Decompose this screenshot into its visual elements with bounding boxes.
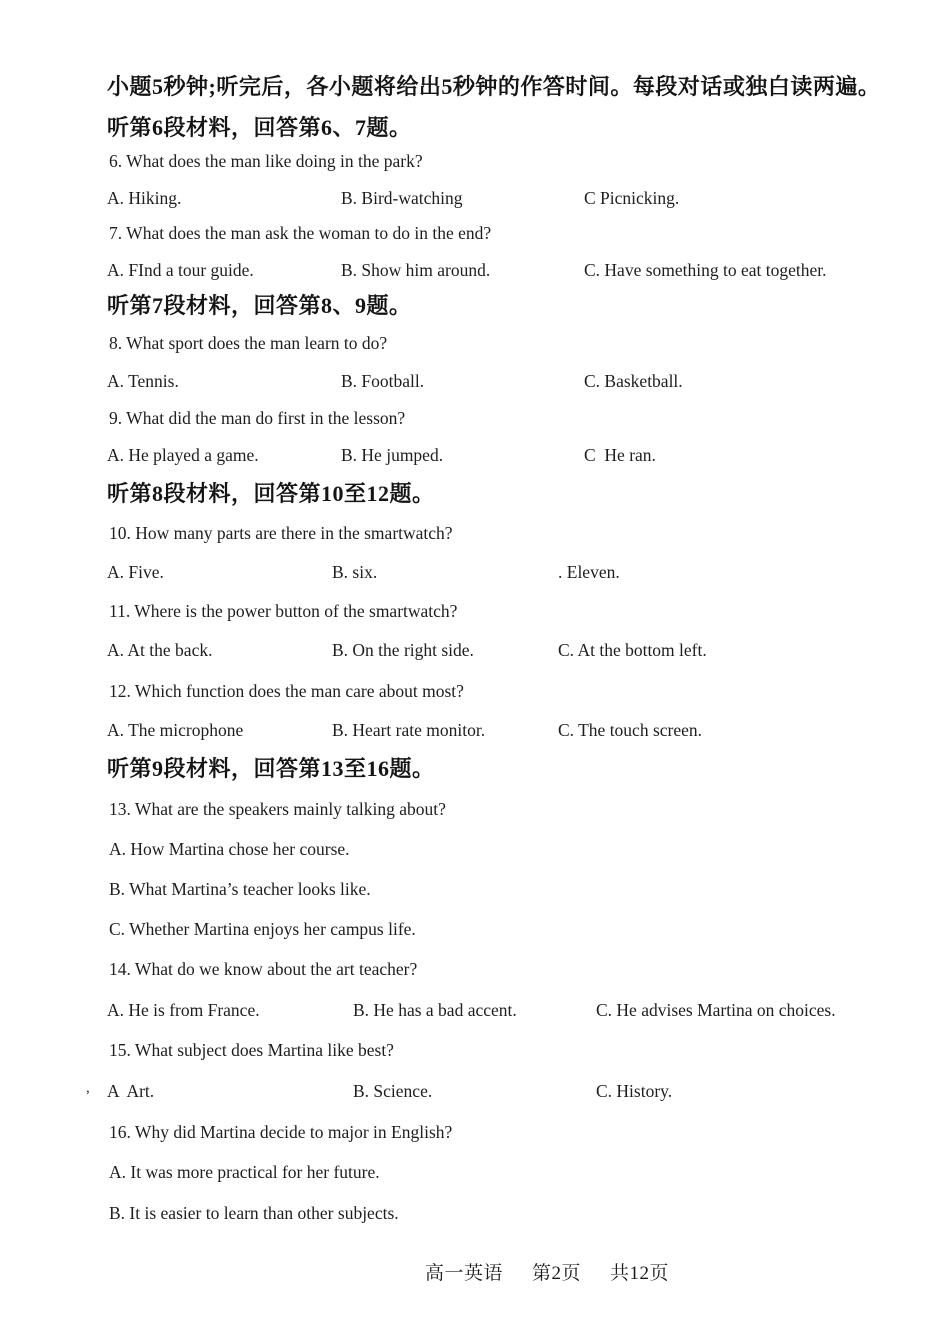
question-text: 11. Where is the power button of the smartwatch?: [109, 601, 458, 621]
question-text: 9. What did the man do first in the lesson?: [109, 408, 406, 428]
option-b: B. Science.: [353, 1081, 433, 1101]
option-c: . Eleven.: [558, 562, 620, 582]
option-a: A. He is from France.: [107, 1000, 260, 1020]
footer-total-pages: 共12页: [610, 1263, 670, 1284]
option-c: C. He advises Martina on choices.: [596, 1000, 836, 1020]
option-b: B. On the right side.: [332, 640, 474, 660]
option-c: C. History.: [596, 1081, 673, 1101]
option-c: C He ran.: [584, 445, 656, 465]
options-row: [0, 368, 950, 394]
scan-artifact: ,: [86, 1080, 90, 1096]
option-line: A. How Martina chose her course.: [109, 839, 350, 859]
section-heading: 听第9段材料，回答第13至16题。: [107, 756, 435, 781]
options-row: [0, 442, 950, 468]
option-c: C. At the bottom left.: [558, 640, 707, 660]
option-c: C. Have something to eat together.: [584, 260, 827, 280]
options-row: [0, 637, 950, 663]
option-line: B. It is easier to learn than other subjects.: [109, 1203, 399, 1223]
option-a: A. At the back.: [107, 640, 213, 660]
option-line: B. What Martina’s teacher looks like.: [109, 879, 371, 899]
section-heading: 听第7段材料，回答第8、9题。: [107, 293, 412, 318]
options-row: [0, 185, 950, 211]
question-text: 12. Which function does the man care about most?: [109, 681, 464, 701]
question-text: 15. What subject does Martina like best?: [109, 1040, 394, 1060]
section-heading: 听第8段材料，回答第10至12题。: [107, 481, 435, 506]
question-text: 13. What are the speakers mainly talking about?: [109, 799, 446, 819]
options-row: [0, 559, 950, 585]
page-footer: [404, 1236, 669, 1307]
option-a: A. FInd a tour guide.: [107, 260, 254, 280]
footer-page-number: 第2页: [532, 1263, 582, 1284]
option-b: B. He jumped.: [341, 445, 444, 465]
question-text: 8. What sport does the man learn to do?: [109, 333, 388, 353]
options-row: [0, 997, 950, 1023]
footer-course: 高一英语: [425, 1263, 504, 1284]
question-text: 7. What does the man ask the woman to do in the end?: [109, 223, 492, 243]
option-a: A. Tennis.: [107, 371, 179, 391]
option-b: B. six.: [332, 562, 378, 582]
option-a: A. Five.: [107, 562, 164, 582]
option-b: B. Show him around.: [341, 260, 491, 280]
options-row: [0, 1078, 950, 1104]
option-b: B. Football.: [341, 371, 425, 391]
section-heading: 听第6段材料，回答第6、7题。: [107, 115, 412, 140]
option-a: A. Hiking.: [107, 188, 182, 208]
option-c: C Picnicking.: [584, 188, 680, 208]
options-row: [0, 717, 950, 743]
option-b: B. Bird-watching: [341, 188, 463, 208]
instruction-text: 小题5秒钟;听完后，各小题将给出5秒钟的作答时间。每段对话或独白读两遍。: [107, 74, 881, 99]
option-c: C. The touch screen.: [558, 720, 703, 740]
options-row: [0, 257, 950, 283]
option-b: B. Heart rate monitor.: [332, 720, 486, 740]
option-c: C. Basketball.: [584, 371, 683, 391]
option-line: A. It was more practical for her future.: [109, 1162, 380, 1182]
option-b: B. He has a bad accent.: [353, 1000, 517, 1020]
option-a: A. He played a game.: [107, 445, 259, 465]
question-text: 10. How many parts are there in the smartwatch?: [109, 523, 453, 543]
question-text: 6. What does the man like doing in the park?: [109, 151, 423, 171]
question-text: 16. Why did Martina decide to major in English?: [109, 1122, 453, 1142]
option-line: C. Whether Martina enjoys her campus life.: [109, 919, 416, 939]
option-a: A. The microphone: [107, 720, 244, 740]
question-text: 14. What do we know about the art teacher?: [109, 959, 418, 979]
option-a: A Art.: [107, 1081, 155, 1101]
